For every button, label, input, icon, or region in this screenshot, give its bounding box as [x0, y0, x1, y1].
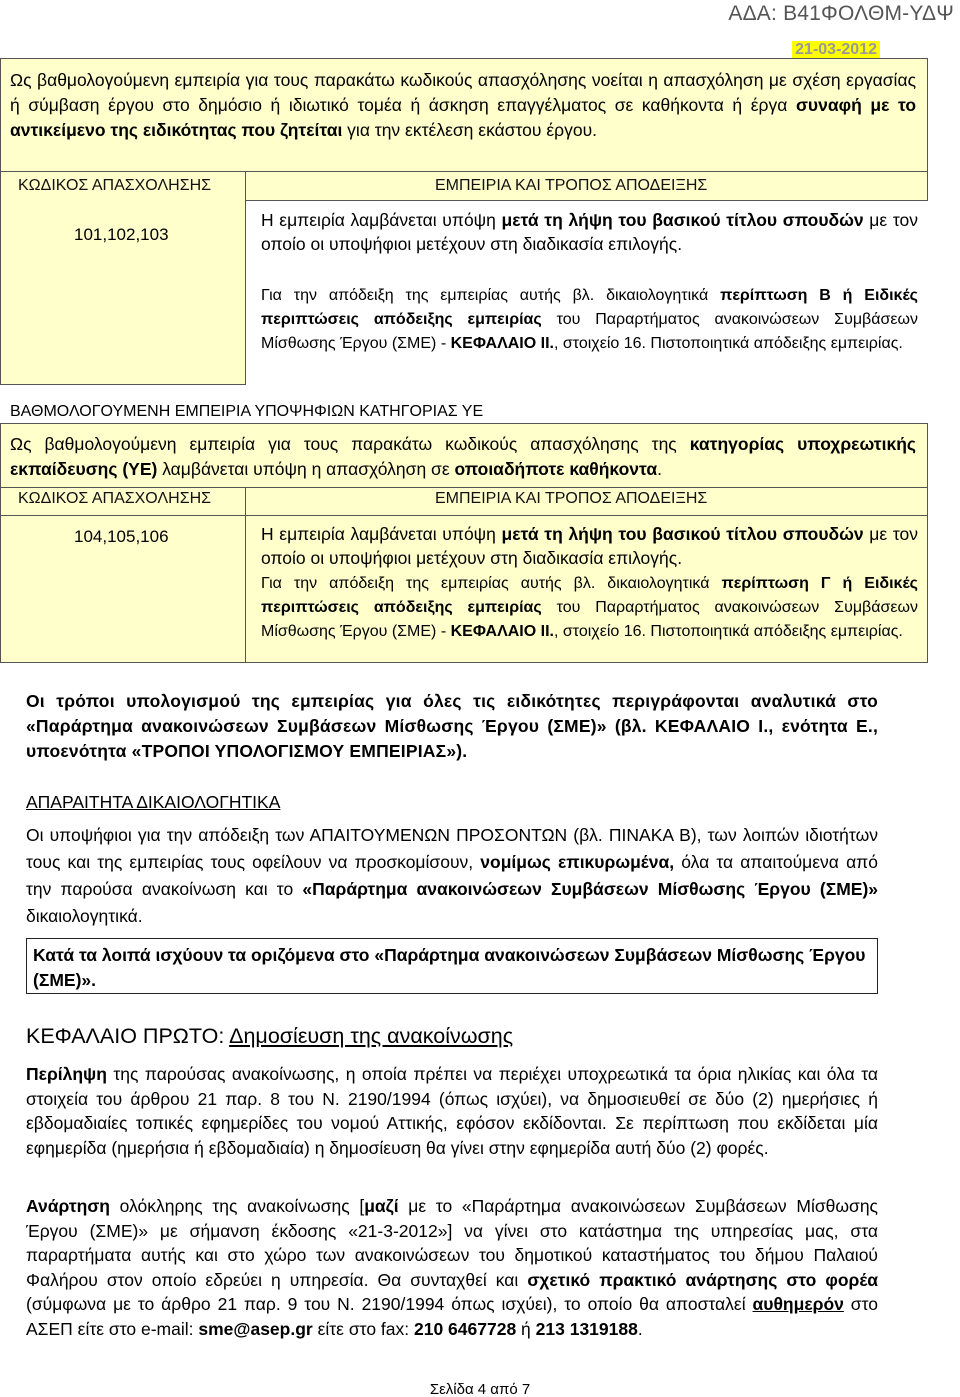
- column-header-experience: ΕΜΠΕΙΡΙΑ ΚΑΙ ΤΡΟΠΟΣ ΑΠΟΔΕΙΞΗΣ: [435, 490, 708, 507]
- proof-text: Για την απόδειξη της εμπειρίας αυτής βλ. δικαιολογητικά περίπτωση Γ ή Ειδικές περιπτώσεις απόδειξης εμπειρίας του Παραρτήματος ανακοινώσεων Συμβάσεων Μίσθωσης Έργου (ΣΜΕ) - ΚΕΦΑΛΑΙΟ ΙΙ., στοιχείο 16. Πιστοποιητικά απόδειξης εμπειρίας.: [261, 575, 918, 640]
- experience-text: Η εμπειρία λαμβάνεται υπόψη μετά τη λήψη του βασικού τίτλου σπουδών με τον οποίο οι υποψήφιοι μετέχουν στη διαδικασία επιλογής.: [261, 524, 918, 568]
- section2-intro: Ως βαθμολογούμενη εμπειρία για τους παρακάτω κωδικούς απασχόλησης της κατηγορίας υποχρεωτικής εκπαίδευσης (ΥΕ) λαμβάνεται υπόψη η απασχόληση σε οποιαδήποτε καθήκοντα.: [10, 434, 916, 479]
- divider: [245, 487, 246, 663]
- experience-text: Η εμπειρία λαμβάνεται υπόψη μετά τη λήψη του βασικού τίτλου σπουδών με τον οποίο οι υποψήφιοι μετέχουν στη διαδικασία επιλογής.: [261, 210, 918, 254]
- section2-title: ΒΑΘΜΟΛΟΓΟΥΜΕΝΗ ΕΜΠΕΙΡΙΑ ΥΠΟΨΗΦΙΩΝ ΚΑΤΗΓΟΡΙΑΣ ΥΕ: [10, 403, 484, 420]
- email-link: sme@asep.gr: [198, 1318, 313, 1339]
- date-badge: 21-03-2012: [792, 41, 880, 59]
- summary-paragraph: Περίληψη της παρούσας ανακοίνωσης, η οποία πρέπει να περιέχει υποχρεωτικά τα όρια ηλικίας και όλα τα στοιχεία του άρθρου 21 παρ. 8 του Ν. 2190/1994 (όπως ισχύει), να δημοσιευθεί σε δύο (2) ημερήσιες ή εβδομαδιαίες τοπικές εφημερίδες του νομού Αττικής, εφόσον εκδίδονται. Σε περίπτωση που εκδίδεται μία εφημερίδα (ημερήσια ή εβδομαδιαία) η δημοσίευση θα γίνει στην εφημερίδα αυτή δύο (2) φορές.: [26, 1064, 878, 1158]
- column-header-experience: ΕΜΠΕΙΡΙΑ ΚΑΙ ΤΡΟΠΟΣ ΑΠΟΔΕΙΞΗΣ: [435, 177, 708, 194]
- section1-intro: Ως βαθμολογούμενη εμπειρία για τους παρακάτω κωδικούς απασχόλησης νοείται η απασχόληση με σχέση εργασίας ή σύμβαση έργου στο δημόσιο ή ιδιωτικό τομέα ή άσκηση επαγγέλματος σε καθήκοντα ή έργα συναφή με το αντικείμενο της ειδικότητας που ζητείται για την εκτέλεση εκάστου έργου.: [10, 70, 917, 140]
- calculation-note: Οι τρόποι υπολογισμού της εμπειρίας για όλες τις ειδικότητες περιγράφονται αναλυτικά στο «Παράρτημα ανακοινώσεων Συμβάσεων Μίσθωσης Έργου (ΣΜΕ)» (βλ. ΚΕΦΑΛΑΙΟ Ι., ενότητα Ε., υποενότητα «ΤΡΟΠΟΙ ΥΠΟΛΟΓΙΣΜΟΥ ΕΜΠΕΙΡΙΑΣ»).: [26, 691, 878, 761]
- proof-text: Για την απόδειξη της εμπειρίας αυτής βλ. δικαιολογητικά περίπτωση Β ή Ειδικές περιπτώσεις απόδειξης εμπειρίας του Παραρτήματος ανακοινώσεων Συμβάσεων Μίσθωσης Έργου (ΣΜΕ) - ΚΕΦΑΛΑΙΟ ΙΙ., στοιχείο 16. Πιστοποιητικά απόδειξης εμπειρίας.: [261, 287, 919, 352]
- requirements-title: ΑΠΑΡΑΙΤΗΤΑ ΔΙΚΑΙΟΛΟΓΗΤΙΚΑ: [26, 792, 281, 812]
- column-header-code: ΚΩΔΙΚΟΣ ΑΠΑΣΧΟΛΗΣΗΣ: [18, 490, 212, 507]
- divider: [1, 171, 927, 172]
- column-header-code: ΚΩΔΙΚΟΣ ΑΠΑΣΧΟΛΗΣΗΣ: [18, 177, 212, 194]
- requirements-text: Οι υποψήφιοι για την απόδειξη των ΑΠΑΙΤΟΥΜΕΝΩΝ ΠΡΟΣΟΝΤΩΝ (βλ. ΠΙΝΑΚΑ Β), των λοιπών ιδιοτήτων τους και της εμπειρίας τους οφείλουν να προσκομίσουν, νομίμως επικυρωμένα, όλα τα απαιτούμενα από την παρούσα ανακοίνωση και το «Παράρτημα ανακοινώσεων Συμβάσεων Μίσθωσης Έργου (ΣΜΕ)» δικαιολογητικά.: [26, 825, 879, 926]
- employment-codes: 104,105,106: [74, 527, 169, 546]
- framed-note: Κατά τα λοιπά ισχύουν τα οριζόμενα στο «Παράρτημα ανακοινώσεων Συμβάσεων Μίσθωσης Έργου (ΣΜΕ)».: [26, 938, 878, 994]
- page-number: Σελίδα 4 από 7: [429, 1381, 531, 1397]
- ada-code: ΑΔΑ: Β41ΦΟΛΘΜ-ΥΔΨ: [728, 2, 954, 25]
- divider: [1, 487, 927, 488]
- employment-codes: 101,102,103: [74, 225, 169, 244]
- divider: [1, 515, 927, 516]
- chapter-heading: ΚΕΦΑΛΑΙΟ ΠΡΩΤΟ: Δημοσίευση της ανακοίνωσης: [26, 1024, 514, 1048]
- posting-paragraph: Ανάρτηση ολόκληρης της ανακοίνωσης [μαζί με το «Παράρτημα ανακοινώσεων Συμβάσεων Μίσθωσης Έργου (ΣΜΕ)» με σήμανση έκδοσης «21-3-2012»] να γίνει στο κατάστημα της υπηρεσίας μας, στα παραρτήματα αυτής και στο χώρο των ανακοινώσεων του δημοτικού καταστήματος του δήμου Παλαιού Φαλήρου στον οποίο εδρεύει η υπηρεσία. Θα συνταχθεί και σχετικό πρακτικό ανάρτησης στο φορέα (σύμφωνα με το άρθρο 21 παρ. 9 του Ν. 2190/1994 όπως ισχύει), το οποίο θα αποσταλεί αυθημερόν στο ΑΣΕΠ είτε στο e-mail: sme@asep.gr είτε στο fax: 210 6467728 ή 213 1319188.: [26, 1196, 879, 1339]
- divider: [245, 171, 246, 201]
